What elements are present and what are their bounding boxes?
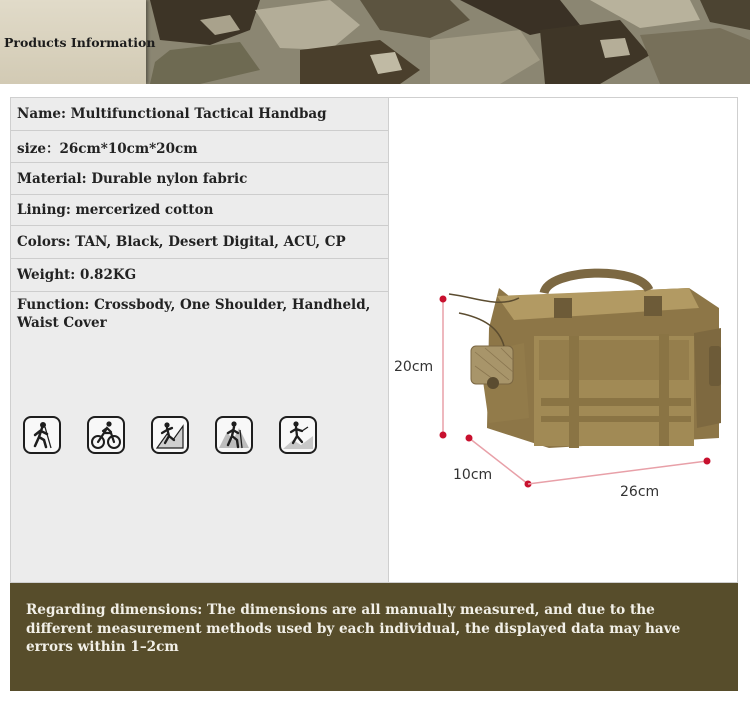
dimensions-note (10, 583, 738, 691)
tactical-handbag-image (389, 98, 738, 584)
trekking-icon (215, 416, 253, 454)
specifications-panel (10, 97, 389, 583)
cycling-icon (87, 416, 125, 454)
note-text: Regarding dimensions: The dimensions are all manually measured, and due to the different measurement methods used by each individual, the displayed data may have errors within 1–2cm (26, 602, 681, 655)
spec-weight: Weight: 0.82KG (11, 259, 388, 292)
climbing-icon (151, 416, 189, 454)
spec-size: size：26cm*10cm*20cm (11, 131, 388, 163)
header-banner (0, 0, 750, 84)
tab-label: Products Information (4, 34, 156, 50)
products-information-tab (0, 0, 156, 84)
depth-label: 10cm (453, 467, 493, 483)
spec-function: Function: Crossbody, One Shoulder, Handheld, Waist Cover (17, 297, 371, 331)
mountaineering-icon (279, 416, 317, 454)
width-label: 26cm (620, 484, 660, 500)
spec-lining: Lining: mercerized cotton (11, 195, 388, 226)
spec-material: Material: Durable nylon fabric (11, 163, 388, 195)
height-label: 20cm (394, 359, 434, 375)
spec-colors: Colors: TAN, Black, Desert Digital, ACU, CP (11, 226, 388, 259)
hiking-icon (23, 416, 61, 454)
product-image-panel (389, 97, 738, 583)
activity-icons (23, 416, 323, 458)
spec-name: Name: Multifunctional Tactical Handbag (11, 98, 388, 131)
